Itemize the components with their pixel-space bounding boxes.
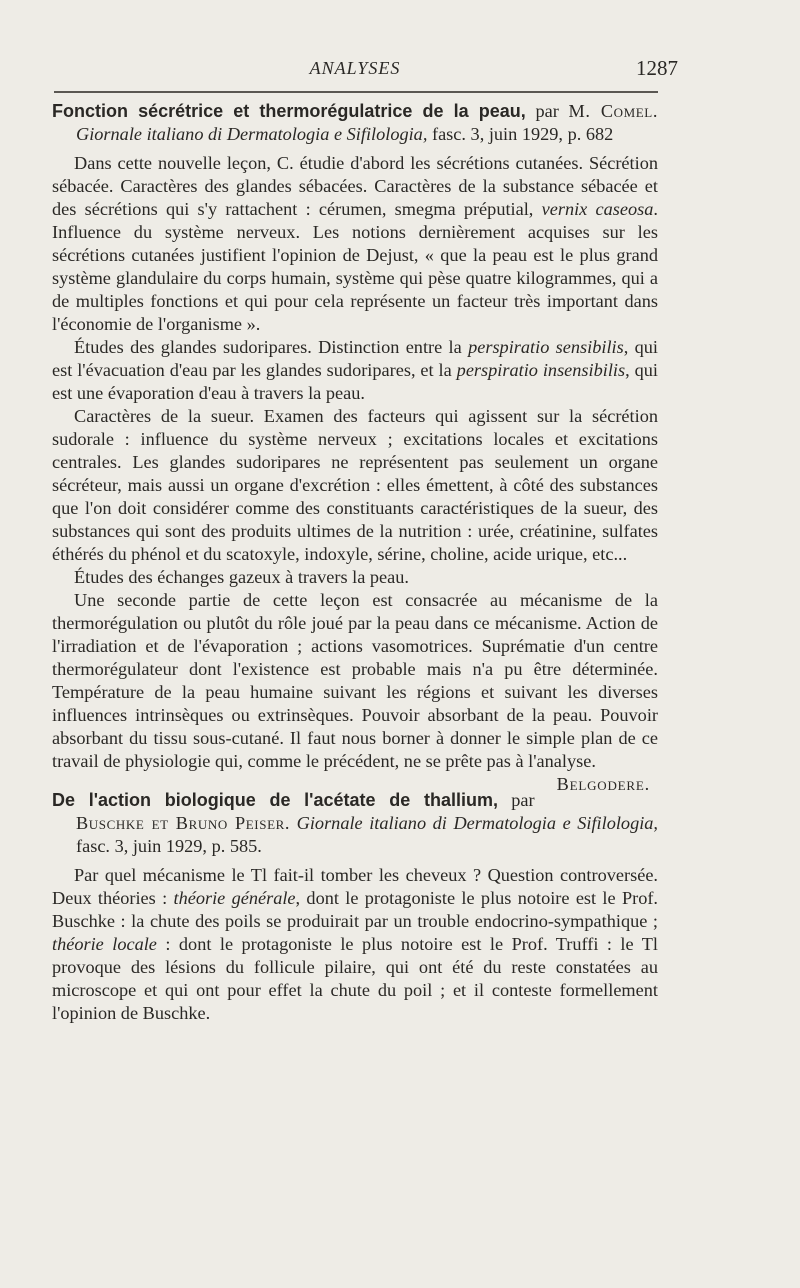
text-run: : dont le protagoniste le plus notoire est le Prof. Truffi : le Tl provoque des lésions du follicule pilaire, qui ont été du reste constatées au microscope et qui ont pour effet la chute du poil ; et il conteste formellement l'opinion de Buschke. [52,934,658,1023]
article-author: M. Comel. [568,101,659,121]
body-paragraph [52,864,658,1025]
article-comel [52,100,659,794]
article-author: Buschke et Bruno Peiser. [76,813,291,833]
article-heading [52,100,658,146]
text-run: Caractères de la sueur. Examen des facteurs qui agissent sur la sécrétion sudorale : influence du système nerveux ; excitations locales et excitations centrales. Les glandes sudoripares ne représentent pas seulement un organe sécréteur, mais aussi un organe d'excrétion : elles émettent, à côté des substances que l'on doit considérer comme des constituants caractéristiques de la sueur, des substances qui sont des produits ultimes de la nutrition : urée, créatinine, sulfates éthérés du phénol et du scatoxyle, indoxyle, sérine, choline, acide urique, etc... [52,406,658,564]
reviewer-signature: Belgodere. [556,774,650,794]
body-paragraph [52,152,658,336]
body-paragraph [52,405,658,566]
issue-details: fasc. 3, juin 1929, [76,836,207,856]
article-body [52,864,658,1025]
article-buschke [52,789,658,1025]
text-run: , dont le protagoniste le plus notoire est le Prof. Buschke : la chute des poils se produirait par un trouble endocrino-sympathique ; [52,888,658,931]
body-paragraph [52,566,658,589]
text-run: , qui est une évaporation d'eau à travers la peau. [52,360,658,403]
article-title: Fonction sécrétrice et thermorégulatrice de la peau, [52,101,526,121]
italic-term: théorie générale [173,888,296,908]
text-run: Études des glandes sudoripares. Distinction entre la [74,337,469,357]
text-run: Études des échanges gazeux à travers la peau. [74,567,409,587]
text-run: , qui est l'évacuation d'eau par les glandes sudoripares, et la [52,337,658,380]
italic-term: perspiratio insensibilis [456,360,626,380]
running-header [0,56,800,86]
page-reference: p. 682 [567,124,614,144]
header-rule [54,91,658,93]
by-word: par [535,101,559,121]
body-paragraph [52,336,658,405]
article-title: De l'action biologique de l'acétate de thallium, [52,790,498,810]
italic-term: vernix caseosa [541,199,654,219]
page-content [52,100,658,1025]
journal-name: Giornale italiano di Dermatologia e Sifilologia, [296,813,659,833]
article-body [52,152,658,794]
journal-name: Giornale italiano di Dermatologia e Sifilologia, [76,124,428,144]
running-title: ANALYSES [309,58,401,78]
page-reference: p. 585. [211,836,262,856]
text-run: Par quel mécanisme le Tl fait-il tomber les cheveux ? Question controversée. Deux théories : [52,865,658,908]
page-number: 1287 [636,56,678,80]
text-run: . Influence du système nerveux. Les notions dernièrement acquises sur les sécrétions cutanées justifient l'opinion de Dejust, « que la peau est le plus grand système glandulaire du corps humain, système qui pèse quatre kilogrammes, qui a de multiples fonctions et qui pour cela représente un facteur très important dans l'économie de l'organisme ». [52,199,658,334]
italic-term: perspiratio sensibilis [468,337,624,357]
text-run: Une seconde partie de cette leçon est consacrée au mécanisme de la thermorégulation ou plutôt du rôle joué par la peau dans ce mécanisme. Action de l'irradiation et de l'évaporation ; actions vasomotrices. Suprématie d'un centre thermorégulateur dont l'existence est probable mais n'a pu être déterminée. Température de la peau humaine suivant les régions et suivant les diverses influences intrinsèques ou extrinsèques. Pouvoir absorbant de la peau. Pouvoir absorbant du tissu sous-cutané. Il faut nous borner à donner le simple plan de ce travail de physiologie qui, comme le précédent, ne se prête pas à l'analyse. [52,590,658,771]
body-paragraph [52,589,658,794]
article-heading [52,789,658,858]
by-word: par [511,790,535,810]
text-run: Dans cette nouvelle leçon, C. étudie d'abord les sécrétions cutanées. Sécrétion sébacée. Caractères des glandes sébacées. Caractères de la substance sébacée et des sécrétions qui s'y rattachent : cérumen, smegma préputial, [52,153,658,219]
italic-term: théorie locale [52,934,157,954]
issue-details: fasc. 3, juin 1929, [431,124,563,144]
